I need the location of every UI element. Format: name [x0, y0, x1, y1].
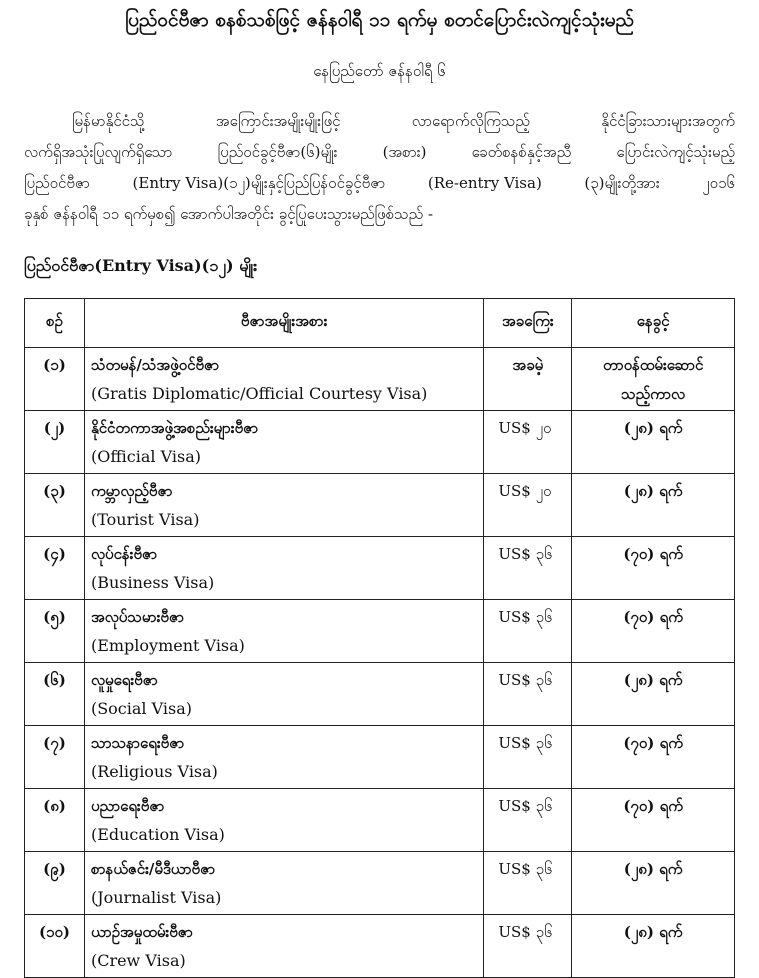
cell-type [84, 726, 483, 789]
visa-stay: (၇၀) ရက် [623, 545, 683, 563]
paragraph-word: ပြည်ဝင်ခွင့်ဗီဇာ(၆)မျိုး [217, 143, 338, 161]
visa-fee: US$ ၃၆ [498, 734, 553, 752]
visa-fee: US$ ၃၆ [498, 545, 553, 563]
visa-fee: US$ ၂၀ [498, 419, 552, 437]
visa-type-en: (Crew Visa) [90, 951, 186, 970]
table-row [25, 726, 735, 789]
cell-stay [572, 915, 735, 978]
visa-type-mm: ယာဉ်အမှုထမ်းဗီဇာ [90, 923, 193, 941]
visa-type-mm: နိုင်ငံတကာအဖွဲ့အစည်းများဗီဇာ [90, 419, 259, 437]
cell-fee [484, 600, 572, 663]
paragraph-word: ၂၀၁၆ [702, 174, 735, 192]
visa-type-en: (Business Visa) [90, 573, 215, 592]
cell-fee [484, 474, 572, 537]
visa-type-en: (Education Visa) [90, 825, 225, 844]
table-header-row [25, 299, 735, 348]
visa-fee: US$ ၃၆ [498, 608, 553, 626]
cell-stay [572, 474, 735, 537]
header-no: စဉ် [25, 299, 85, 348]
row-number: (၇) [43, 734, 66, 752]
table-row [25, 348, 735, 411]
row-number: (၃) [43, 482, 66, 500]
cell-type [84, 600, 483, 663]
table-row [25, 663, 735, 726]
paragraph-word: (၃)မျိုးတို့အား [584, 174, 660, 192]
cell-no [25, 915, 85, 978]
visa-stay: (၂၈) ရက် [623, 482, 683, 500]
cell-type [84, 663, 483, 726]
cell-no [25, 348, 85, 411]
visa-stay: (၇၀) ရက် [623, 734, 683, 752]
cell-no [25, 726, 85, 789]
paragraph-word: ခေတ်စနစ်နှင့်အညီ [471, 143, 572, 161]
visa-type-en: (Tourist Visa) [90, 510, 200, 529]
paragraph-word: လက်ရှိအသုံးပြုလျက်ရှိသော [24, 143, 173, 161]
dateline: နေပြည်တော် ဇန်နဝါရီ ၆ [313, 62, 446, 80]
paragraph-word: (Re-entry Visa) [427, 174, 542, 192]
cell-type [84, 474, 483, 537]
row-number: (၁) [43, 356, 66, 374]
row-number: (၅) [43, 608, 66, 626]
visa-type-en: (Official Visa) [90, 447, 201, 466]
visa-type-mm: လူမှုရေးဗီဇာ [90, 671, 158, 689]
visa-stay: (၇၀) ရက် [623, 608, 683, 626]
paragraph-line [24, 137, 735, 168]
visa-stay: (၂၈) ရက် [623, 671, 683, 689]
cell-stay [572, 411, 735, 474]
cell-stay [572, 600, 735, 663]
cell-type [84, 537, 483, 600]
cell-stay [572, 348, 735, 411]
header-fee: အခကြေး [484, 299, 572, 348]
cell-no [25, 663, 85, 726]
visa-fee: US$ ၂၀ [498, 482, 552, 500]
visa-stay: (၇၀) ရက် [623, 797, 683, 815]
visa-fee: US$ ၃၆ [498, 860, 553, 878]
row-number: (၈) [43, 797, 66, 815]
cell-no [25, 537, 85, 600]
paragraph-word: ပြည်ဝင်ဗီဇာ [24, 174, 90, 192]
visa-type-en: (Social Visa) [90, 699, 192, 718]
document-title: ပြည်ဝင်ဗီဇာ စနစ်သစ်ဖြင့် ဇန်နဝါရီ ၁၁ ရက်မှ စတင်ပြောင်းလဲကျင့်သုံးမည် [124, 9, 635, 31]
table-row [25, 852, 735, 915]
paragraph-word: နိုင်ငံခြားသားများအတွက် [601, 112, 735, 130]
visa-type-en: (Journalist Visa) [90, 888, 222, 907]
paragraph-word: လာရောက်လိုကြသည့် [411, 112, 530, 130]
visa-fee: US$ ၃၆ [498, 671, 553, 689]
section-heading: ပြည်ဝင်ဗီဇာ(Entry Visa)(၁၂) မျိုး [24, 256, 258, 275]
paragraph-word: မြန်မာနိုင်ငံသို့ [72, 112, 145, 130]
row-number: (၂) [43, 419, 66, 437]
visa-type-mm: အလုပ်သမားဗီဇာ [90, 608, 185, 626]
paragraph-line [24, 106, 735, 137]
cell-fee [484, 852, 572, 915]
cell-fee [484, 915, 572, 978]
intro-paragraph [24, 106, 735, 230]
cell-no [25, 789, 85, 852]
visa-type-mm: သာသနာရေးဗီဇာ [90, 734, 185, 752]
row-number: (၁၀) [38, 923, 71, 941]
cell-stay [572, 789, 735, 852]
visa-stay-cont: သည့်ကာလ [621, 385, 686, 403]
table-row [25, 600, 735, 663]
table-row [25, 537, 735, 600]
visa-type-mm: ပညာရေးဗီဇာ [90, 797, 165, 815]
visa-type-mm: ကမ္ဘာလှည့်ဗီဇာ [90, 482, 173, 500]
paragraph-line [24, 199, 735, 230]
table-row [25, 474, 735, 537]
cell-no [25, 852, 85, 915]
paragraph-line [24, 168, 735, 199]
cell-stay [572, 852, 735, 915]
cell-no [25, 474, 85, 537]
visa-type-en: (Religious Visa) [90, 762, 218, 781]
paragraph-word: (Entry Visa)(၁၂)မျိုးနှင့်ပြည်ပြန်ဝင်ခွင့်ဗီဇာ [132, 174, 386, 192]
cell-fee [484, 411, 572, 474]
table-row [25, 915, 735, 978]
paragraph-word: (အစား) [382, 143, 427, 161]
visa-stay: (၂၈) ရက် [623, 419, 683, 437]
paragraph-word: ခုနှစ် ဇန်နဝါရီ ၁၁ ရက်မှစ၍ အောက်ပါအတိုင်း ခွင့်ပြုပေးသွားမည်ဖြစ်သည် - [24, 205, 434, 223]
visa-type-en: (Employment Visa) [90, 636, 245, 655]
visa-stay: တာဝန်ထမ်းဆောင် [602, 356, 704, 374]
cell-fee [484, 789, 572, 852]
cell-type [84, 852, 483, 915]
row-number: (၆) [43, 671, 66, 689]
visa-type-mm: သံတမန်/သံအဖွဲ့ဝင်ဗီဇာ [90, 356, 220, 374]
table-row [25, 411, 735, 474]
visa-stay: (၂၈) ရက် [623, 923, 683, 941]
visa-type-en: (Gratis Diplomatic/Official Courtesy Visa) [90, 384, 428, 403]
header-type: ဗီဇာအမျိုးအစား [84, 299, 483, 348]
cell-type [84, 411, 483, 474]
cell-fee [484, 663, 572, 726]
cell-type [84, 789, 483, 852]
visa-fee: US$ ၃၆ [498, 923, 553, 941]
cell-type [84, 915, 483, 978]
cell-stay [572, 537, 735, 600]
visa-fee: အခမဲ့ [512, 356, 544, 374]
cell-fee [484, 537, 572, 600]
visa-type-mm: လုပ်ငန်းဗီဇာ [90, 545, 158, 563]
visa-table [24, 298, 735, 978]
header-stay: နေခွင့် [572, 299, 735, 348]
cell-stay [572, 663, 735, 726]
table-row [25, 789, 735, 852]
row-number: (၉) [43, 860, 66, 878]
row-number: (၄) [43, 545, 66, 563]
cell-type [84, 348, 483, 411]
paragraph-word: ပြောင်းလဲကျင့်သုံးမည့် [616, 143, 735, 161]
cell-no [25, 411, 85, 474]
visa-stay: (၂၈) ရက် [623, 860, 683, 878]
cell-fee [484, 726, 572, 789]
paragraph-word: အကြောင်းအမျိုးမျိုးဖြင့် [215, 112, 341, 130]
cell-no [25, 600, 85, 663]
cell-fee [484, 348, 572, 411]
visa-fee: US$ ၃၆ [498, 797, 553, 815]
visa-type-mm: စာနယ်ဇင်း/မီဒီယာဗီဇာ [90, 860, 216, 878]
cell-stay [572, 726, 735, 789]
